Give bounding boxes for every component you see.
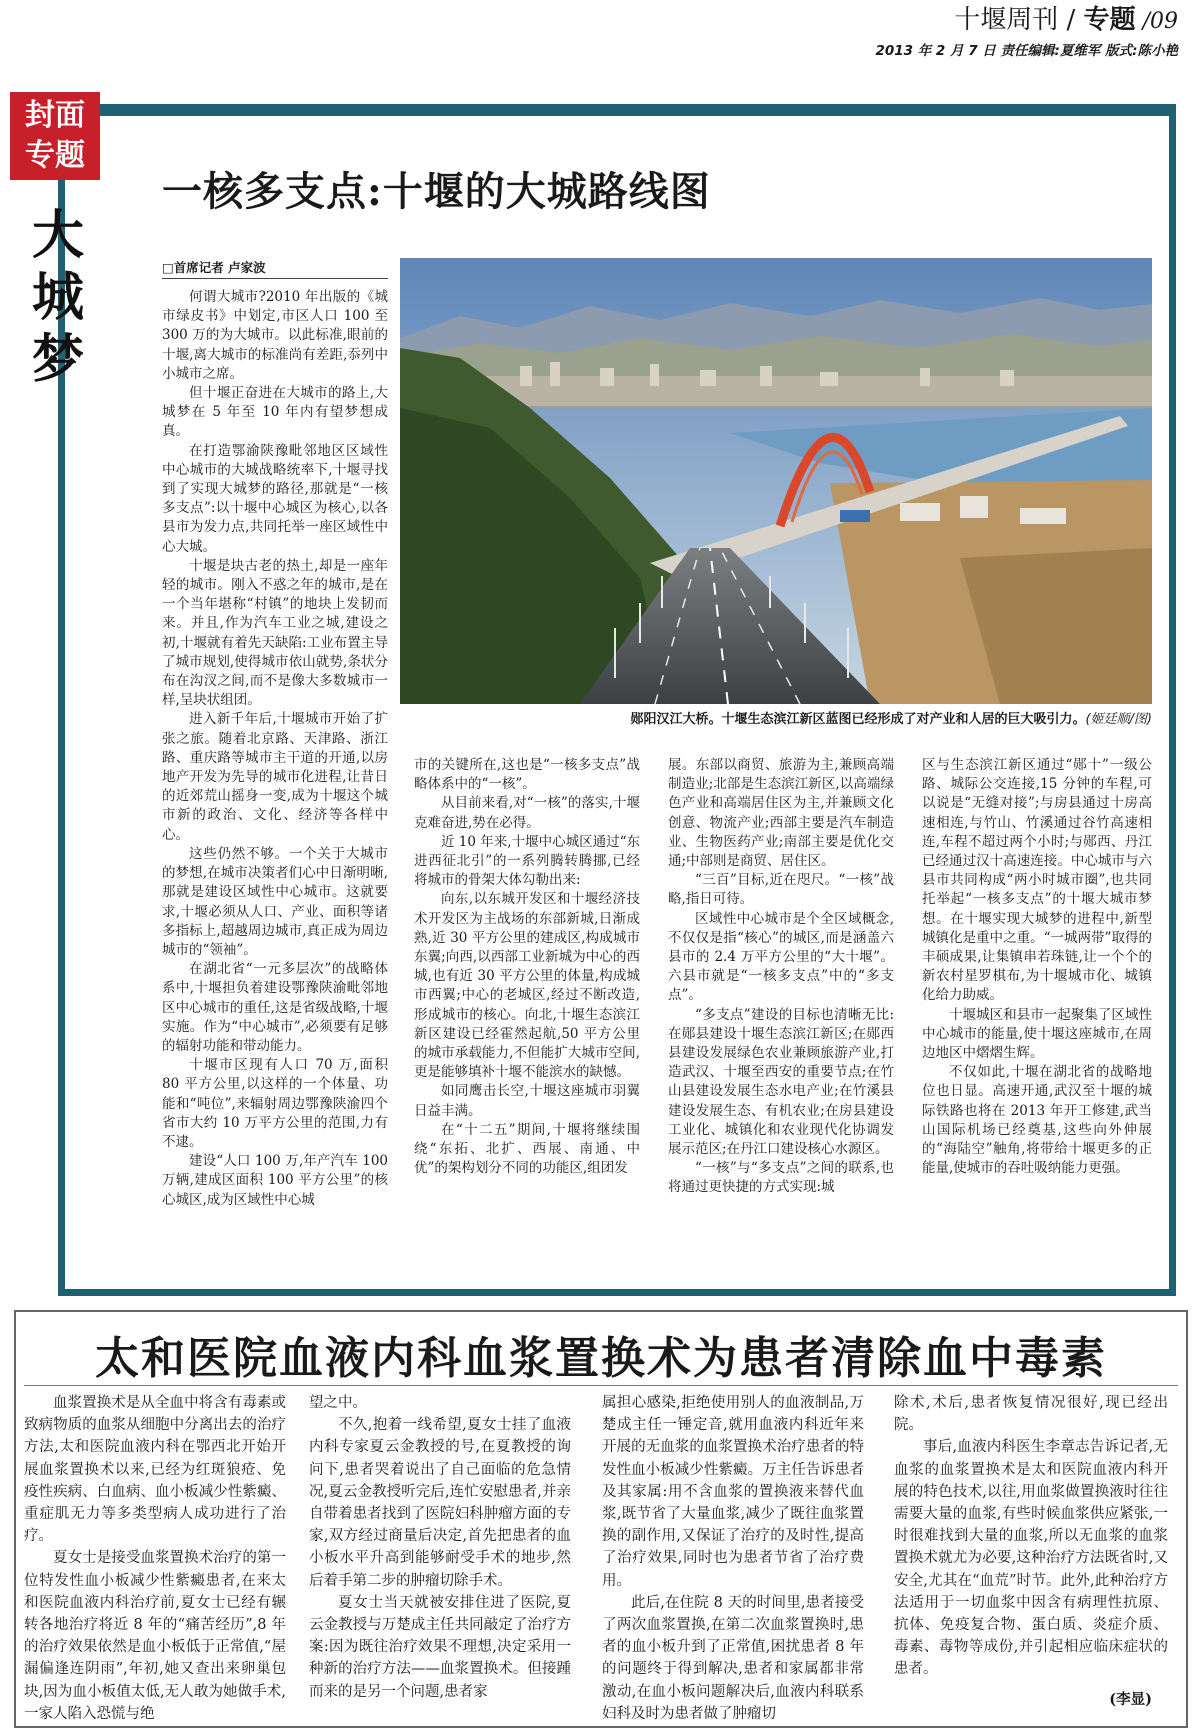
paragraph: 在“十二五”期间,十堰将继续围绕“东拓、北扩、西展、南通、中优”的架构划分不同的功能区,组团发 [414,1121,640,1177]
photo-credit: (姬廷顺/图) [1085,712,1152,727]
photo-caption-text: 郧阳汉江大桥。十堰生态滨江新区蓝图已经形成了对产业和人居的巨大吸引力。 [630,712,1086,727]
paragraph: “三百”目标,近在咫尺。“一核”战略,指日可待。 [668,872,894,908]
theme-vertical-title: 大城梦 [31,205,84,390]
photo-caption [400,708,1152,727]
paragraph: 向东,以东城开发区和十堰经济技术开发区为主战场的东部新城,日渐成熟,近 30 平方公里的建成区,构成城市东翼;向西,以西部工业新城为中心的西城,也有近 30 平方公里的体量,构成城市西翼;中心的老城区,经过不断改造,形成城市的核心。向北,十堰生态滨江新区建设已经霍然起航,50 平方公里的城市承载能力,不但能扩大城市空间,更是能够填补十堰不能滨水的缺憾。 [414,891,640,1081]
divider [24,1385,1178,1386]
section-name: 专题 [1083,5,1136,35]
paragraph: 建设“人口 100 万,年产汽车 100 万辆,建成区面积 100 平方公里”的核心城区,成为区域性中心城 [162,1153,388,1208]
paragraph: 不久,抱着一线希望,夏女士挂了血液内科专家夏云金教授的号,在夏教授的询问下,患者哭着说出了自己面临的危急情况,夏云金教授听完后,连忙安慰患者,并亲自带着患者找到了医院妇科肿瘤方面的专家,双方经过商量后决定,首先把患者的血小板水平升高到能够耐受手术的地步,然后着手第二步的肿瘤切除手术。 [309,1417,571,1589]
paragraph: 这些仍然不够。一个关于大城市的梦想,在城市决策者们心中日渐明晰,那就是建设区域性中心城市。这就要求,十堰必须从人口、产业、面积等诸多指标上,超越周边城市,真正成为周边城市的“领袖”。 [162,845,388,958]
paragraph: 血浆置换术是从全血中将含有毒素或致病物质的血浆从细胞中分离出去的治疗方法,太和医院血液内科在鄂西北开始开展血浆置换术以来,已经为红斑狼疮、免疫性疾病、白血病、血小板减少性紫癜、重症肌无力等多类型病人成功进行了治疗。 [24,1395,286,1545]
paragraph: 在打造鄂渝陕豫毗邻地区区域性中心城市的大城战略统率下,十堰寻找到了实现大城梦的路径,那就是“一核多支点”:以十堰中心城区为核心,以各县市为发力点,共同托举一座区域性中心大城。 [162,442,388,555]
paragraph: 夏女士当天就被安排住进了医院,夏云金教授与万楚成主任共同敲定了治疗方案:因为既往治疗效果不理想,决定采用一种新的治疗方法——血浆置换术。但接踵而来的是另一个问题,患者家 [309,1594,571,1700]
paragraph: 属担心感染,拒绝使用别人的血液制品,万楚成主任一锤定音,就用血液内科近年来开展的无血浆的血浆置换术治疗患者的特发性血小板减少性紫癜。万主任告诉患者及其家属:用不含血浆的置换液来替代血浆,既节省了大量血浆,减少了既往血浆置换的副作用,又保证了治疗的及时性,提高了治疗效果,同时也为患者节省了治疗费用。 [602,1395,864,1589]
feature-column-4 [922,756,1152,1288]
paragraph: 除术,术后,患者恢复情况很好,现已经出院。 [894,1395,1168,1434]
feature-column-1 [162,288,388,1292]
paragraph: 如同鹰击长空,十堰这座城市羽翼日益丰满。 [414,1083,640,1119]
paragraph: 市的关键所在,这也是“一核多支点”战略体系中的“一核”。 [414,757,640,793]
advertorial-column-3 [602,1392,864,1722]
paragraph: 从目前来看,对“一核”的落实,十堰克难奋进,势在必得。 [414,795,640,831]
paragraph: “一核”与“多支点”之间的联系,也将通过更快捷的方式实现:城 [668,1160,894,1196]
paragraph: 近 10 年来,十堰中心城区通过“东进西征北引”的一系列腾转腾挪,已经将城市的骨架大体勾勒出来: [414,833,640,889]
paragraph: 何谓大城市?2010 年出版的《城市绿皮书》中划定,市区人口 100 至 300 万的为大城市。以此标准,眼前的十堰,离大城市的标准尚有差距,忝列中小城市之席。 [162,289,388,382]
cover-topic-tag [10,92,100,180]
masthead-sep: / [1058,5,1084,35]
advertorial-column-4 [894,1392,1168,1722]
advertorial-headline: 太和医院血液内科血浆置换术为患者清除血中毒素 [95,1333,1107,1384]
advertorial-column-2 [309,1392,571,1722]
paragraph: 十堰城区和县市一起聚集了区域性中心城市的能量,使十堰这座城市,在周边地区中熠熠生辉。 [922,1006,1152,1062]
cover-tag-line2: 专题 [25,138,85,173]
page-masthead [875,4,1178,59]
paper-name: 十堰周刊 [954,5,1059,35]
paragraph: 此后,在住院 8 天的时间里,患者接受了两次血浆置换,在第二次血浆置换时,患者的血小板升到了正常值,困扰患者 8 年的问题终于得到解决,患者和家属都非常激动,在血小板问题解决后,血液内科联系妇科及时为患者做了肿瘤切 [602,1594,864,1722]
masthead-title [875,4,1178,38]
paragraph: 展。东部以商贸、旅游为主,兼顾高端制造业;北部是生态滨江新区,以高端绿色产业和高端居住区为主,并兼顾文化创意、物流产业;西部主要是汽车制造业、生物医药产业;南部主要是优化交通;中部则是商贸、居住区。 [668,757,894,870]
paragraph: 十堰市区现有人口 70 万,面积 80 平方公里,以这样的一个体量、功能和“吨位”,来辐射周边鄂豫陕渝四个省市大约 10 万平方公里的范围,力有不逮。 [162,1057,388,1150]
bridge-photo [400,258,1152,704]
paragraph: 事后,血液内科医生李章志告诉记者,无血浆的血浆置换术是太和医院血液内科开展的特色技术,以往,用血浆做置换液时往往需要大量的血浆,有些时候血浆供应紧张,一时很难找到大量的血浆,所以无血浆的血浆置换术就尤为必要,这种治疗方法既省时,又安全,尤其在“血荒”时节。此外,此种治疗方法适用于一切血浆中因含有病理性抗原、抗体、免疫复合物、蛋白质、炎症介质、毒素、毒物等成份,并引起相应临床症状的患者。 [894,1439,1168,1678]
author-signature: (李显) [1109,1690,1152,1708]
paragraph: 不仅如此,十堰在湖北省的战略地位也日显。高速开通,武汉至十堰的城际铁路也将在 2013 年开工修建,武当山国际机场已经奠基,这些向外伸展的“海陆空”触角,将带给十堰更多的正能量,使城市的吞吐吸纳能力更强。 [922,1064,1152,1177]
byline: □首席记者 卢家波 [162,258,388,279]
paragraph: 夏女士是接受血浆置换术治疗的第一位特发性血小板减少性紫癜患者,在来太和医院血液内科治疗前,夏女士已经有辗转各地治疗将近 8 年的“痛苦经历”,8 年的治疗效果依然是血小板低于正常值,“屋漏偏逢连阴雨”,年初,她又查出来卵巢包块,因为血小板值太低,无人敢为她做手术,一家人陷入恐慌与绝 [24,1550,286,1722]
date-editor-line: 2013 年 2 月 7 日 责任编辑:夏维军 版式:陈小艳 [875,43,1178,59]
paragraph: 但十堰正奋进在大城市的路上,大城梦在 5 年至 10 年内有望梦想成真。 [162,385,388,440]
feature-column-3 [668,756,894,1288]
paragraph: 区域性中心城市是个全区域概念,不仅仅是指“核心”的城区,而是涵盖六县市的 2.4 万平方公里的“大十堰”。六县市就是“一核多支点”中的“多支点”。 [668,910,894,1004]
paragraph: 进入新千年后,十堰城市开始了扩张之旅。随着北京路、天津路、浙江路、重庆路等城市主干道的开通,以房地产开发为先导的城市化进程,让昔日的近郊荒山摇身一变,成为十堰这个城市新的政治、文化、经济等各样中心。 [162,711,388,843]
advertorial-column-1 [24,1392,286,1722]
cover-tag-line1: 封面 [25,98,85,133]
bridge-photo-illustration [400,258,1152,704]
paragraph: 十堰是块古老的热土,却是一座年轻的城市。刚入不惑之年的城市,是在一个当年堪称“村镇”的地块上发韧而来。并且,作为汽车工业之城,建设之初,十堰就有着先天缺陷:工业布置主导了城市规划,使得城市依山就势,条状分布在沟汊之间,而不是像大多数城市一样,呈块状组团。 [162,557,388,709]
paragraph: 区与生态滨江新区通过“郧十”一级公路、城际公交连接,15 分钟的车程,可以说是“无缝对接”;与房县通过十房高速相连,与竹山、竹溪通过谷竹高速相连,车程不超过两个小时;与郧西、丹江已经通过汉十高速连接。中心城市与六县市共同构成“两小时城市圈”,也共同托举起“一核多支点”的十堰大城市梦想。在十堰实现大城梦的进程中,新型城镇化是重中之重。“一城两带”取得的丰硕成果,让集镇串若珠链,让一个个的新农村星罗棋布,为十堰城市化、城镇化给力助威。 [922,757,1152,1004]
paragraph: “多支点”建设的目标也清晰无比:在郧县建设十堰生态滨江新区;在郧西县建设发展绿色农业兼顾旅游产业,打造武汉、十堰至西安的重要节点;在竹山县建设发展生态水电产业;在竹溪县建设发展生态、有机农业;在房县建设工业化、城镇化和农业现代化协调发展示范区;在丹江口建设核心水源区。 [668,1006,894,1158]
feature-headline: 一核多支点:十堰的大城路线图 [162,168,711,215]
feature-column-2 [414,756,640,1288]
paragraph: 在湖北省“一元多层次”的战略体系中,十堰担负着建设鄂豫陕渝毗邻地区中心城市的重任,这是省级战略,十堰实施。作为“中心城市”,必须要有足够的辐射功能和带动能力。 [162,961,388,1054]
page-number: /09 [1135,9,1178,34]
paragraph: 望之中。 [309,1395,367,1411]
